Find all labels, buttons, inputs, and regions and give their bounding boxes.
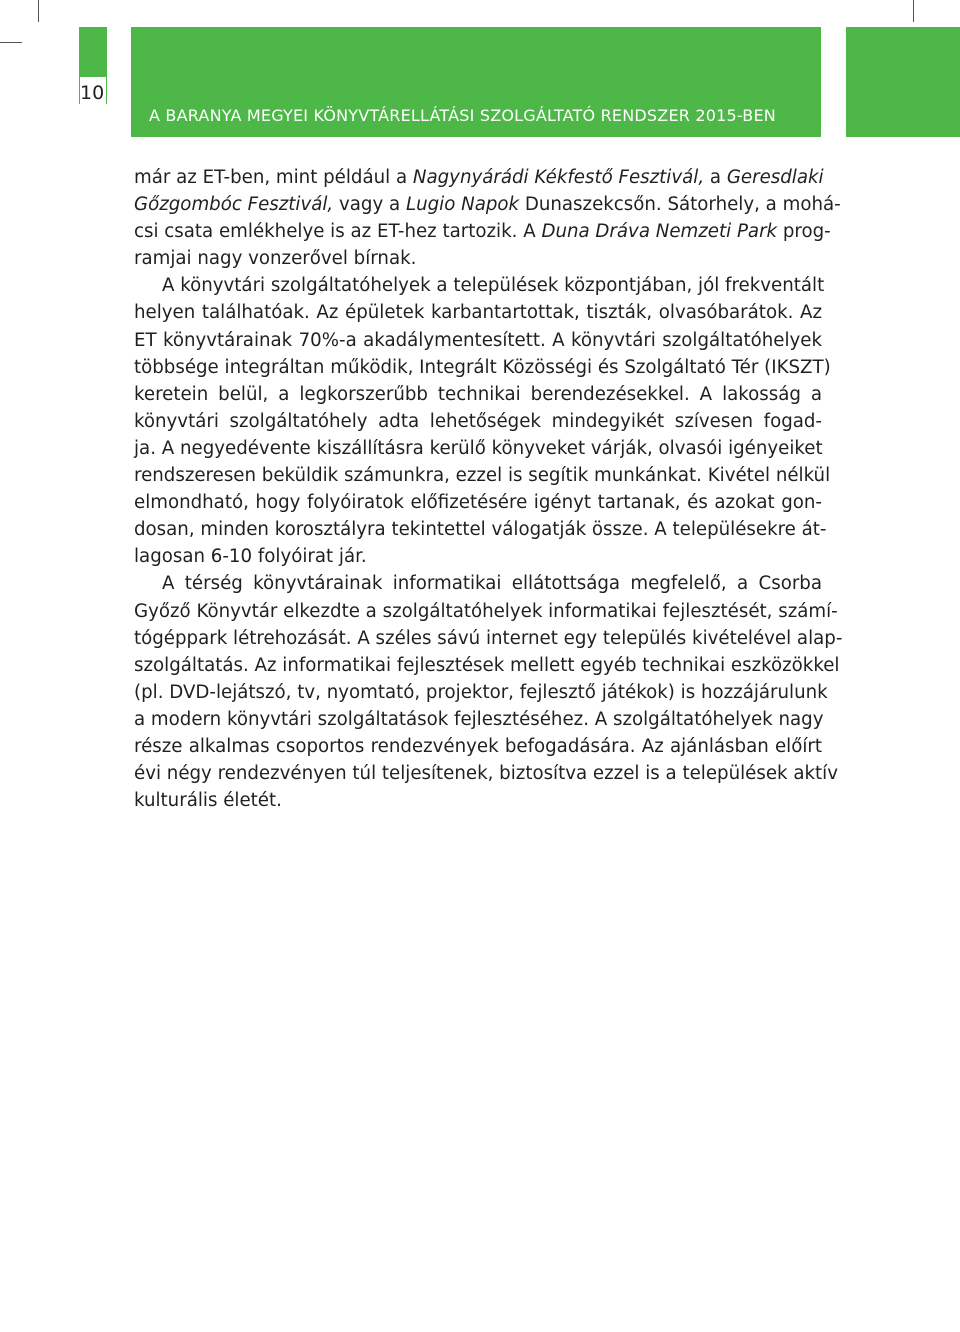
italic-text: Lugio Napok [405,194,520,216]
text-line: már az ET-ben, mint például a Nagynyárádi Kékfestő Fesztivál, a Geresdlaki [134,167,824,188]
italic-text: Duna Dráva Nemzeti Park [541,221,778,243]
text-line: elmondható, hogy folyóiratok előfizetésére igényt tartanak, és azokat gon- [134,492,822,514]
body-text [134,164,843,814]
text-line: szolgáltatás. Az informatikai fejlesztések mellett egyéb technikai eszközökkel [134,654,840,676]
text-line: csi csata emlékhelye is az ET-hez tartozik. A Duna Dráva Nemzeti Park prog- [134,221,831,243]
crop-mark [38,0,39,22]
italic-text: Gőzgombóc Fesztivál, [134,194,334,216]
text-line: lagosan 6-10 folyóirat jár. [134,546,367,568]
text-line: keretein belül, a legkorszerűbb technikai berendezésekkel. A lakosság a [134,383,822,405]
text-line: ET könyvtárainak 70%-a akadálymentesített. A könyvtári szolgáltatóhelyek [134,329,822,351]
text-line: ramjai nagy vonzerővel bírnak. [134,248,417,270]
crop-mark [913,0,914,22]
text-line: könyvtári szolgáltatóhely adta lehetőségek mindegyikét szívesen fogad- [134,410,822,432]
running-title: A BARANYA MEGYEI KÖNYVTÁRELLÁTÁSI SZOLGÁLTATÓ RENDSZER 2015-BEN [149,106,776,125]
text-line: többsége integráltan működik, Integrált Közösségi és Szolgáltató Tér (IKSZT) [134,356,831,378]
text-line: a modern könyvtári szolgáltatások fejlesztéséhez. A szolgáltatóhelyek nagy [134,708,824,730]
text-line: dosan, minden korosztályra tekintettel válogatják össze. A településekre át- [134,519,827,541]
header-band-right [846,27,960,137]
text-line: Gőzgombóc Fesztivál, vagy a Lugio Napok Dunaszekcsőn. Sátorhely, a mohá- [134,194,841,216]
italic-text: Nagynyárádi Kékfestő Fesztivál, [412,167,705,188]
text-line: helyen találhatóak. Az épületek karbantartottak, tiszták, olvasóbarátok. Az [134,302,822,324]
text-line: A térség könyvtárainak informatikai ellátottsága megfelelő, a Csorba [162,573,822,595]
text-line: tógéppark létrehozását. A széles sávú internet egy település kivételével alap- [134,627,843,649]
text-line: A könyvtári szolgáltatóhelyek a települések központjában, jól frekventált [162,275,825,297]
text-line: évi négy rendezvényen túl teljesítenek, biztosítva ezzel is a települések aktív [134,763,838,785]
text-line: rendszeresen beküldik számunkra, ezzel is segítik munkánkat. Kivétel nélkül [134,465,831,487]
text-line: (pl. DVD-lejátszó, tv, nyomtató, projektor, fejlesztő játékok) is hozzájárulunk [134,681,828,703]
italic-text: Geresdlaki [726,167,824,188]
text-line: Győző Könyvtár elkezdte a szolgáltatóhelyek informatikai fejlesztését, számí- [134,600,838,622]
text-line: kulturális életét. [134,790,282,812]
text-line: ja. A negyedévente kiszállításra kerülő könyveket várják, olvasói igényeiket [134,437,823,459]
page-number: 10 [80,77,106,110]
text-line: része alkalmas csoportos rendezvények befogadására. Az ajánlásban előírt [134,735,822,757]
